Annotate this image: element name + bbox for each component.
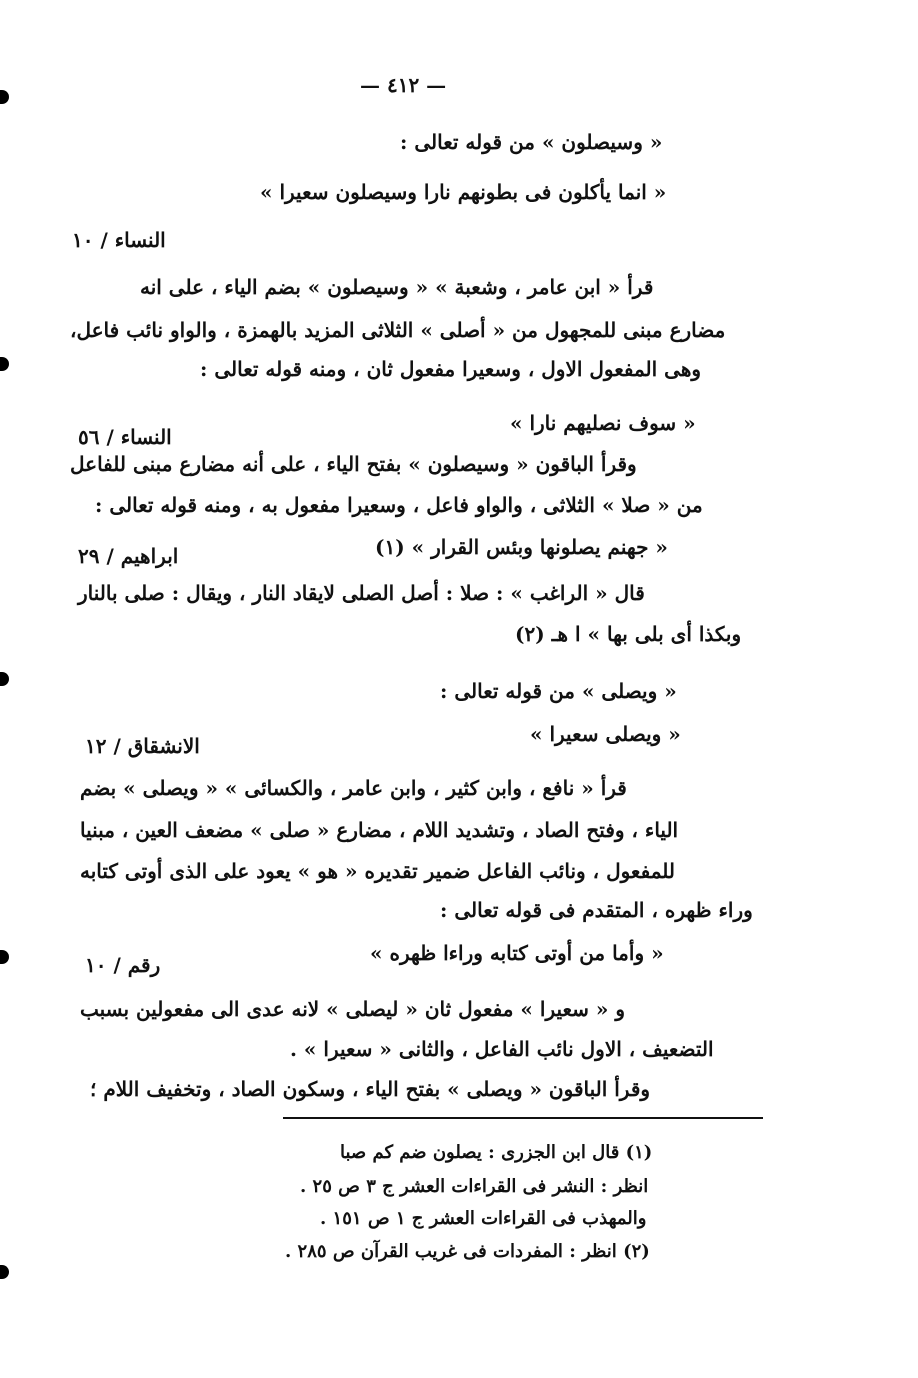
verse-quote: « انما يأكلون فى بطونهم نارا وسيصلون سعيرا » (260, 180, 667, 204)
paragraph-line: للمفعول ، ونائب الفاعل ضمير تقديره « هو » يعود على الذى أوتى كتابه (80, 859, 675, 883)
verse-quote: « جهنم يصلونها وبئس القرار » (١) (375, 535, 668, 559)
paragraph-line: من « صلا » الثلاثى ، والواو فاعل ، وسعيرا مفعول به ، ومنه قوله تعالى : (95, 493, 703, 517)
page-number: — ٤١٢ — (360, 73, 447, 97)
paragraph-line: وبكذا أى بلى بها » ا هـ (٢) (515, 622, 742, 646)
footnote: (٢) انظر : المفردات فى غريب القرآن ص ٢٨٥ . (285, 1241, 650, 1262)
paragraph-line: الياء ، وفتح الصاد ، وتشديد اللام ، مضارع « صلى » مضعف العين ، مبنيا (80, 818, 679, 842)
footnote: انظر : النشر فى القراءات العشر ج ٣ ص ٢٥ . (300, 1176, 649, 1197)
paragraph-line: و « سعيرا » مفعول ثان « ليصلى » لانه عدى الى مفعولين بسبب (80, 997, 626, 1021)
paragraph-line: التضعيف ، الاول نائب الفاعل ، والثانى « سعيرا » . (290, 1037, 714, 1061)
paragraph-line: وقرأ الباقون « وسيصلون » بفتح الياء ، على أنه مضارع مبنى للفاعل (70, 452, 637, 476)
verse-quote: « وأما من أوتى كتابه وراءا ظهره » (370, 941, 664, 965)
paragraph-line: قرأ « ابن عامر ، وشعبة » « وسيصلون » بضم الياء ، على انه (140, 275, 654, 299)
verse-reference: النساء / ١٠ (72, 228, 166, 252)
binding-mark (0, 1265, 9, 1279)
footnote: (١) قال ابن الجزرى : يصلون ضم كم صبا (340, 1142, 653, 1163)
paragraph-line: وقرأ الباقون « ويصلى » بفتح الياء ، وسكون الصاد ، وتخفيف اللام ؛ (90, 1077, 651, 1101)
verse-reference: رقم / ١٠ (85, 953, 161, 977)
paragraph-line: قرأ « نافع ، وابن كثير ، وابن عامر ، والكسائى » « ويصلى » بضم (80, 776, 627, 800)
verse-quote: « سوف نصليهم نارا » (510, 411, 696, 435)
verse-quote: « ويصلى سعيرا » (530, 722, 681, 746)
verse-intro: « وسيصلون » من قوله تعالى : (400, 130, 663, 154)
binding-mark (0, 357, 9, 371)
footnote-divider (283, 1117, 763, 1119)
paragraph-line: مضارع مبنى للمجهول من « أصلى » الثلاثى المزيد بالهمزة ، والواو نائب فاعل، (70, 318, 726, 342)
verse-intro: « ويصلى » من قوله تعالى : (440, 679, 677, 703)
verse-reference: النساء / ٥٦ (78, 425, 172, 449)
binding-mark (0, 672, 9, 686)
binding-mark (0, 950, 9, 964)
paragraph-line: قال « الراغب » : صلا : أصل الصلى لايقاد النار ، ويقال : صلى بالنار (78, 581, 645, 605)
paragraph-line: وهى المفعول الاول ، وسعيرا مفعول ثان ، ومنه قوله تعالى : (200, 357, 702, 381)
verse-reference: الانشقاق / ١٢ (85, 734, 200, 758)
paragraph-line: وراء ظهره ، المتقدم فى قوله تعالى : (440, 898, 753, 922)
footnote: والمهذب فى القراءات العشر ج ١ ص ١٥١ . (320, 1208, 647, 1229)
verse-reference: ابراهيم / ٢٩ (78, 544, 179, 568)
binding-mark (0, 90, 9, 104)
